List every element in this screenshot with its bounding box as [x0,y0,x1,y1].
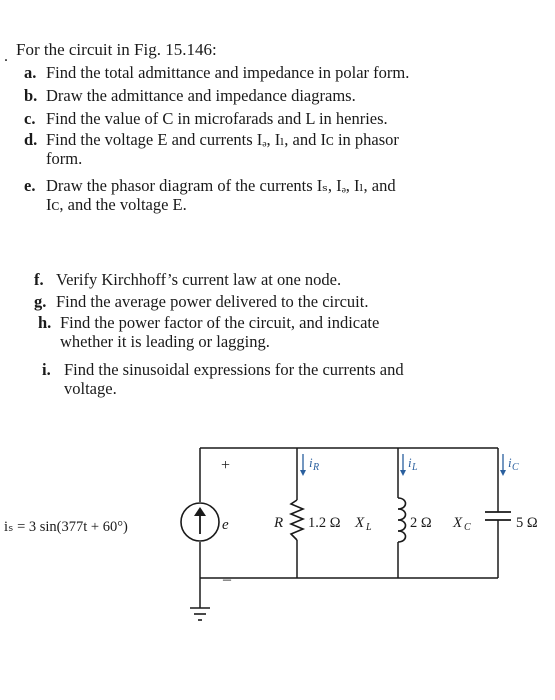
inductor-value: 2 Ω [410,515,432,531]
question-label: h. [38,313,52,332]
problem-intro: For the circuit in Fig. 15.146: [16,40,217,59]
question-text: Find the voltage E and currents Iₔ, Iₗ, and Iᴄ in phasor [46,130,399,149]
question-label: f. [34,270,44,289]
question-text-cont: whether it is leading or lagging. [60,332,270,351]
question-text: Draw the phasor diagram of the currents Iₛ, Iₔ, Iₗ, and [46,176,396,195]
bullet-mark: . [4,48,8,65]
question-text: Find the sinusoidal expressions for the currents and [64,360,404,379]
down-arrow-icon [400,470,406,476]
resistor-symbol [291,500,303,540]
down-arrow-icon [300,470,306,476]
capacitor-label: X [453,515,463,531]
question-label: e. [24,176,36,195]
iL-subscript: L [412,462,418,473]
plus-sign: + [221,457,231,474]
ground-icon [190,608,210,620]
minus-sign: – [223,571,231,588]
iC-label: i [508,455,512,470]
question-b [24,86,356,105]
voltage-label: e [222,517,229,533]
question-text-cont: Iᴄ, and the voltage E. [46,195,187,214]
iC-subscript: C [512,462,519,473]
current-source [181,503,219,541]
question-i [42,360,404,398]
question-c [24,109,388,128]
question-text: Verify Kirchhoff’s current law at one node. [56,270,342,289]
question-label: d. [24,130,38,149]
capacitor-value: 5 Ω [516,515,538,531]
question-text: Draw the admittance and impedance diagrams. [46,86,356,105]
question-text: Find the average power delivered to the circuit. [56,292,369,311]
question-text: Find the power factor of the circuit, and indicate [60,313,380,332]
question-e [24,176,396,214]
inductor-subscript: L [366,522,372,533]
question-label: b. [24,86,38,105]
iR-label: i [309,455,313,470]
question-text: Find the total admittance and impedance in polar form. [46,63,410,82]
question-label: a. [24,63,37,82]
question-d [24,130,399,168]
capacitor-symbol [485,512,511,520]
question-f [34,270,341,289]
iR-subscript: R [313,462,320,473]
iL-label: i [408,455,412,470]
question-text: Find the value of C in microfarads and L in henries. [46,109,388,128]
current-arrows [300,454,506,476]
inductor-symbol [398,498,406,542]
down-arrow-icon [500,470,506,476]
inductor-label: X [355,515,365,531]
source-expression: iₛ = 3 sin(377t + 60°) [4,519,128,535]
question-g [34,292,368,311]
resistor-value: 1.2 Ω [308,515,341,531]
circuit-diagram [0,430,555,640]
question-label: i. [42,360,51,379]
capacitor-subscript: C [464,522,471,533]
question-a [24,63,409,82]
question-label: g. [34,292,47,311]
resistor-label: R [274,515,284,531]
question-text-cont: voltage. [64,379,117,398]
question-label: c. [24,109,36,128]
question-text-cont: form. [46,149,83,168]
question-h [38,313,379,351]
